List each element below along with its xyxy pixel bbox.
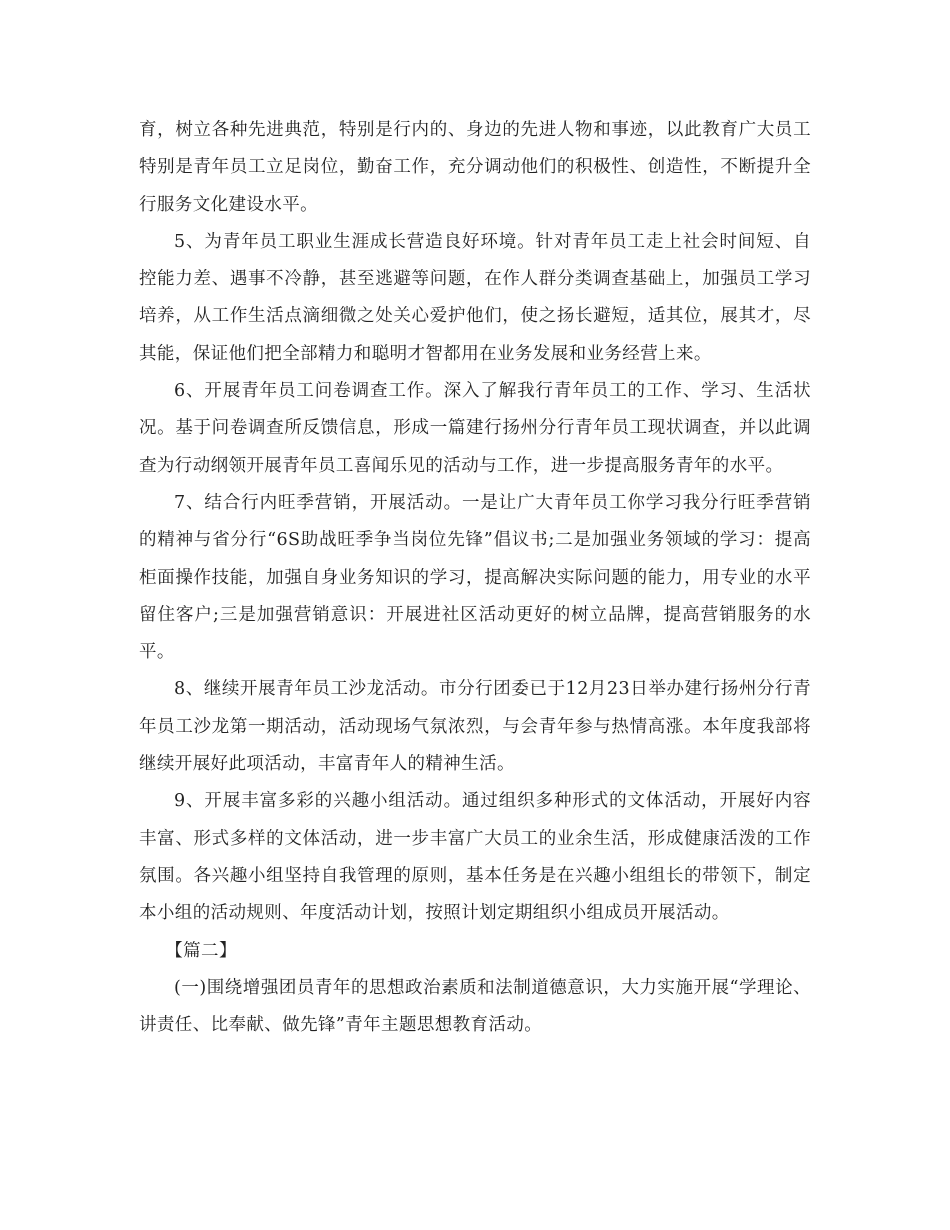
document-body <box>139 112 811 1044</box>
paragraph-item-9: 9、开展丰富多彩的兴趣小组活动。通过组织多种形式的文体活动，开展好内容丰富、形式多样的文体活动，进一步丰富广大员工的业余生活，形成健康活泼的工作氛围。各兴趣小组坚持自我管理的原则，基本任务是在兴趣小组组长的带领下，制定本小组的活动规则、年度活动计划，按照计划定期组织小组成员开展活动。 <box>139 791 811 924</box>
paragraph-item-5: 5、为青年员工职业生涯成长营造良好环境。针对青年员工走上社会时间短、自控能力差、遇事不冷静，甚至逃避等问题，在作人群分类调查基础上，加强员工学习培养，从工作生活点滴细微之处关心爱护他们，使之扬长避短，适其位，展其才，尽其能，保证他们把全部精力和聪明才智都用在业务发展和业务经营上来。 <box>139 231 811 364</box>
paragraph-continuation: 育，树立各种先进典范，特别是行内的、身边的先进人物和事迹，以此教育广大员工特别是青年员工立足岗位，勤奋工作，充分调动他们的积极性、创造性，不断提升全行服务文化建设水平。 <box>139 120 811 215</box>
paragraph-item-6: 6、开展青年员工问卷调查工作。深入了解我行青年员工的工作、学习、生活状况。基于问卷调查所反馈信息，形成一篇建行扬州分行青年员工现状调查，并以此调查为行动纲领开展青年员工喜闻乐见的活动与工作，进一步提高服务青年的水平。 <box>139 381 811 476</box>
paragraph-item-7: 7、结合行内旺季营销，开展活动。一是让广大青年员工你学习我分行旺季营销的精神与省分行“6S助战旺季争当岗位先锋”倡议书;二是加强业务领域的学习：提高柜面操作技能，加强自身业务知识的学习，提高解决实际问题的能力，用专业的水平留住客户;三是加强营销意识：开展进社区活动更好的树立品牌，提高营销服务的水平。 <box>139 492 811 663</box>
paragraph-part-1: (一)围绕增强团员青年的思想政治素质和法制道德意识，大力实施开展“学理论、讲责任、比奉献、做先锋”青年主题思想教育活动。 <box>139 977 811 1036</box>
paragraph-item-8: 8、继续开展青年员工沙龙活动。市分行团委已于12月23日举办建行扬州分行青年员工沙龙第一期活动，活动现场气氛浓烈，与会青年参与热情高涨。本年度我部将继续开展好此项活动，丰富青年人的精神生活。 <box>139 679 811 775</box>
section-heading: 【篇二】 <box>165 940 237 961</box>
